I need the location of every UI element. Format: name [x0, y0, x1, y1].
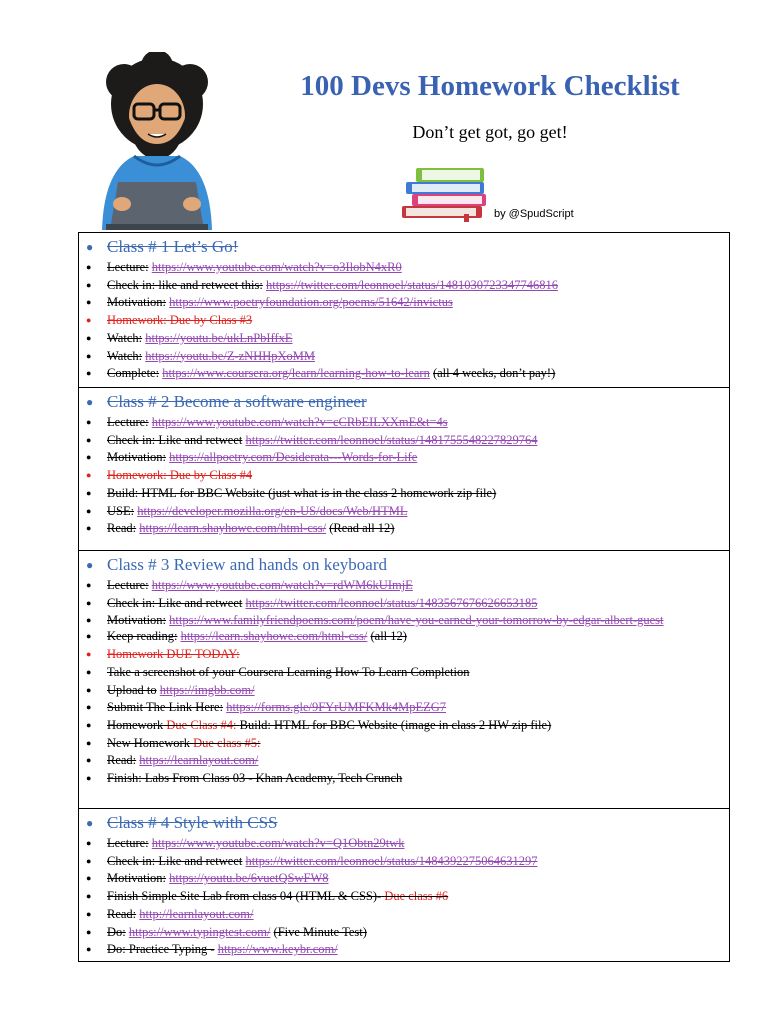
list-item [107, 628, 721, 646]
page-title: 100 Devs Homework Checklist [300, 70, 680, 102]
item-label: Check in: Like and retweet [107, 432, 243, 447]
class-heading: ● Class # 4 Style with CSS [107, 812, 721, 834]
item-link[interactable]: https://www.poetryfoundation.org/poems/51642/invictus [169, 295, 453, 310]
list-item [107, 294, 721, 312]
item-link[interactable]: https://twitter.com/leonnoel/status/1483567676626653185 [245, 595, 538, 610]
list-item [107, 853, 721, 871]
item-label: Lecture: [107, 578, 149, 592]
list-item [107, 941, 721, 959]
item-due: Due Class #4: [166, 717, 237, 732]
item-label: Lecture: [107, 836, 149, 850]
item-link[interactable]: https://www.youtube.com/watch?v=o3IlobN4xR0 [151, 260, 402, 274]
list-item [107, 277, 721, 295]
list-item [107, 699, 721, 717]
item-label: Motivation: [107, 871, 167, 886]
item-link[interactable]: https://youtu.be/ukLnPbIffxE [145, 330, 293, 345]
books-icon [398, 160, 494, 222]
item-label: Homework DUE TODAY: [107, 647, 240, 662]
item-link[interactable]: https://www.typingtest.com/ [128, 924, 271, 939]
item-label: Lecture: [107, 260, 149, 274]
item-link[interactable]: http://learnlayout.com/ [139, 906, 254, 921]
item-link[interactable]: https://forms.gle/9FYrUMFKMk4MpEZG7 [226, 700, 447, 715]
item-label: Build: HTML for BBC Website (just what is in the class 2 homework zip file) [107, 485, 497, 500]
list-item [107, 752, 721, 770]
item-due: Due class #5: [193, 735, 261, 750]
checklist-table [78, 232, 730, 962]
item-label: Check in: Like and retweet [107, 595, 243, 610]
item-link[interactable]: https://www.youtube.com/watch?v=Q1Obtn29twk [151, 836, 405, 850]
item-link[interactable]: https://youtu.be/Z-zNHHpXoMM [145, 348, 316, 363]
class-heading: ● Class # 3 Review and hands on keyboard [107, 554, 721, 576]
class-heading: ● Class # 2 Become a software engineer [107, 391, 721, 413]
list-item [107, 365, 721, 383]
item-label: Motivation: [107, 295, 167, 310]
list-item [107, 682, 721, 700]
class-2-cell [79, 388, 729, 551]
item-link[interactable]: https://twitter.com/leonnoel/status/1481030723347746816 [265, 277, 558, 292]
list-item [107, 717, 721, 735]
item-label: New Homework [107, 735, 190, 750]
item-label: USE: [107, 503, 135, 518]
header [0, 0, 768, 230]
list-item [107, 348, 721, 366]
item-note: (all 4 weeks, don’t pay!) [432, 366, 556, 381]
byline: by @SpudScript [494, 208, 574, 220]
class-heading: ● Class # 1 Let’s Go! [107, 236, 721, 258]
list-item [107, 906, 721, 924]
list-item [107, 503, 721, 521]
list-item [107, 612, 721, 628]
item-link[interactable]: https://twitter.com/leonnoel/status/1484392275064631297 [245, 853, 538, 868]
item-label: Finish: Labs From Class 03 - Khan Academy, Tech Crunch [107, 771, 403, 786]
list-item [107, 735, 721, 753]
list-item [107, 312, 721, 330]
item-note: (all 12) [370, 629, 407, 644]
list-item [107, 835, 721, 853]
list-item [107, 664, 721, 682]
item-label: Homework: Due by Class #3 [107, 313, 253, 328]
list-item [107, 595, 721, 613]
item-link[interactable]: https://www.keybr.com/ [217, 942, 338, 957]
item-link[interactable]: https://learn.shayhowe.com/html-css/ [180, 629, 368, 644]
item-label: Check in: like and retweet this: [107, 277, 263, 292]
item-label: Read: [107, 521, 137, 536]
item-note: (Read all 12) [329, 521, 395, 536]
item-link[interactable]: https://www.youtube.com/watch?v=cCRbEILXXmE&t=4s [151, 415, 448, 429]
class-1-cell [79, 233, 729, 388]
item-label: Homework: Due by Class #4 [107, 468, 253, 483]
class-3-cell [79, 551, 729, 809]
item-link[interactable]: https://developer.mozilla.org/en-US/docs/Web/HTML [137, 503, 408, 518]
avatar [96, 52, 218, 230]
item-label: Motivation: [107, 450, 167, 465]
item-note: Build: HTML for BBC Website (image in class 2 HW zip file) [239, 717, 552, 732]
item-link[interactable]: https://www.coursera.org/learn/learning-how-to-learn [162, 366, 430, 381]
item-label: Complete: [107, 366, 160, 381]
item-label: Do: Practice Typing - [107, 942, 215, 957]
item-label: Finish Simple Site Lab from class 04 (HTML & CSS)- [107, 889, 382, 904]
item-label: Watch: [107, 348, 143, 363]
item-label: Watch: [107, 330, 143, 345]
list-item [107, 770, 721, 788]
item-note: (Five Minute Test) [273, 924, 367, 939]
item-link[interactable]: https://learnlayout.com/ [139, 753, 259, 768]
item-link[interactable]: https://twitter.com/leonnoel/status/1481755548227829764 [245, 432, 538, 447]
item-link[interactable]: https://allpoetry.com/Desiderata---Words-for-Life [169, 450, 418, 465]
list-item [107, 259, 721, 277]
item-label: Do: [107, 924, 126, 939]
item-label: Upload to [107, 682, 157, 697]
list-item [107, 577, 721, 595]
item-label: Motivation: [107, 613, 167, 628]
item-link[interactable]: https://www.familyfriendpoems.com/poem/have-you-earned-your-tomorrow-by-edgar-albert-guest [169, 613, 664, 628]
list-item [107, 924, 721, 942]
item-label: Check in: Like and retweet [107, 853, 243, 868]
list-item [107, 485, 721, 503]
item-label: Homework [107, 717, 164, 732]
list-item [107, 520, 721, 538]
item-link[interactable]: https://www.youtube.com/watch?v=rdWM6kUImjE [151, 578, 413, 592]
item-label: Keep reading: [107, 629, 178, 644]
item-label: Read: [107, 906, 137, 921]
list-item [107, 432, 721, 450]
list-item [107, 414, 721, 432]
list-item [107, 870, 721, 888]
item-label: Submit The Link Here: [107, 700, 224, 715]
item-link[interactable]: https://learn.shayhowe.com/html-css/ [139, 521, 327, 536]
list-item [107, 467, 721, 485]
list-item [107, 888, 721, 906]
page-subtitle: Don’t get got, go get! [412, 122, 568, 142]
item-label: Read: [107, 753, 137, 768]
item-due: Due class #6 [384, 889, 449, 904]
list-item [107, 330, 721, 348]
item-link[interactable]: https://youtu.be/6vuetQSwFW8 [169, 871, 329, 886]
list-item [107, 449, 721, 467]
list-item [107, 646, 721, 664]
item-label: Take a screenshot of your Coursera Learning How To Learn Completion [107, 664, 470, 679]
class-4-cell [79, 809, 729, 962]
item-link[interactable]: https://imgbb.com/ [159, 682, 255, 697]
item-label: Lecture: [107, 415, 149, 429]
